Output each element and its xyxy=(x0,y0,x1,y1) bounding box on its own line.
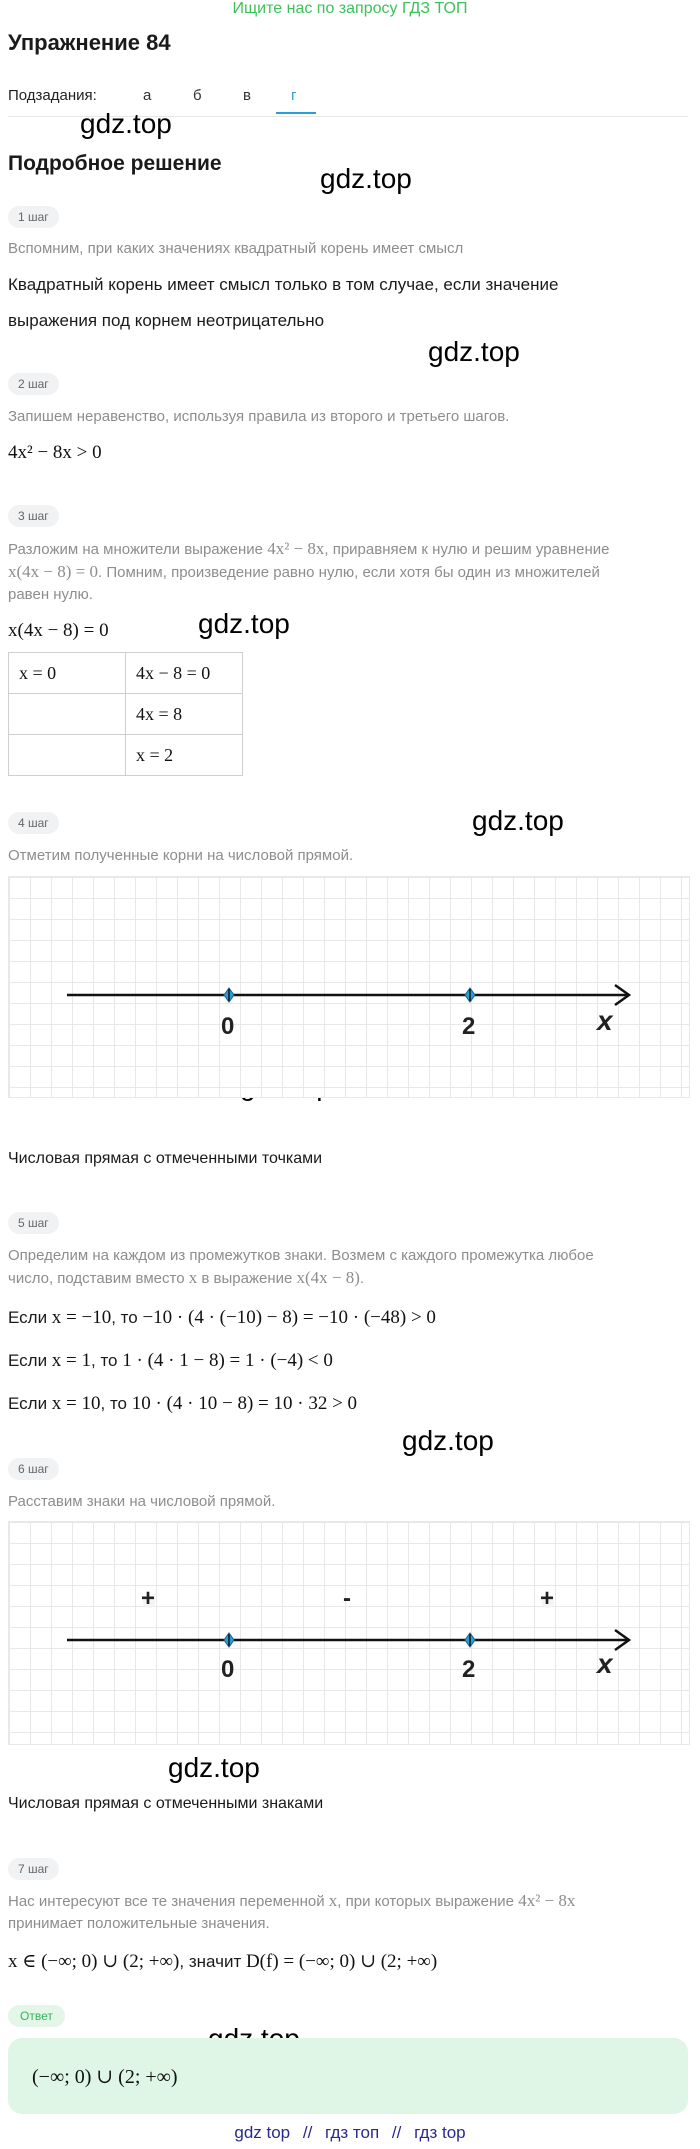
watermark: gdz.top xyxy=(80,108,172,139)
substitution-line: Если x = −10, то −10 · (4 · (−10) − 8) = −10 · (−48) > 0 xyxy=(8,1307,436,1328)
step-hint: Запишем неравенство, используя правила из второго и третьего шагов. xyxy=(8,408,510,425)
subtask-tab-v[interactable]: в xyxy=(243,87,251,104)
watermark: gdz.top xyxy=(168,1752,260,1783)
page-title: Упражнение 84 xyxy=(8,30,171,55)
point-two-marker xyxy=(465,1633,475,1647)
axis-label-x: x xyxy=(597,1005,613,1036)
axis-label-x: x xyxy=(597,1648,613,1679)
point-label-0: 0 xyxy=(221,1656,235,1683)
step-badge: 6 шаг xyxy=(8,1458,59,1480)
point-two-marker xyxy=(465,988,475,1002)
watermark: gdz.top xyxy=(320,163,412,194)
table-row xyxy=(9,694,243,735)
step-badge: 5 шаг xyxy=(8,1212,59,1234)
sign-minus-middle: - xyxy=(343,1585,351,1612)
subtasks-label: Подзадания: xyxy=(8,87,97,104)
figure-caption: Числовая прямая с отмеченными знаками xyxy=(8,1795,324,1812)
footer-separator: // xyxy=(302,2123,313,2142)
step-badge: 7 шаг xyxy=(8,1858,59,1880)
substitution-line: Если x = 1, то 1 · (4 · 1 − 8) = 1 · (−4) < 0 xyxy=(8,1350,333,1371)
table-cell xyxy=(9,694,126,735)
step-hint: Разложим на множители выражение 4x² − 8x, приравняем к нулю и решим уравнение x(4x − 8) = 0. Помним, произведение равно нулю, если хотя бы один из множителей равен нулю. xyxy=(8,539,610,603)
step-badge: 1 шаг xyxy=(8,206,59,228)
domain-result: x ∈ (−∞; 0) ∪ (2; +∞), значит D(f) = (−∞; 0) ∪ (2; +∞) xyxy=(8,1951,438,1972)
footer-separator: // xyxy=(391,2123,402,2142)
table-cell xyxy=(9,735,126,776)
solution-heading: Подробное решение xyxy=(8,152,222,175)
step-hint: Расставим знаки на числовой прямой. xyxy=(8,1493,276,1510)
signs-number-line-svg xyxy=(9,1522,689,1744)
step-badge: 2 шаг xyxy=(8,373,59,395)
footer-link[interactable]: гдз top xyxy=(414,2123,466,2142)
table-row xyxy=(9,653,243,694)
figure-caption: Числовая прямая с отмеченными точками xyxy=(8,1150,323,1167)
step-text: Квадратный корень имеет смысл только в том случае, если значение xyxy=(8,275,559,294)
answer-badge: Ответ xyxy=(8,2005,65,2027)
sign-plus-right: + xyxy=(540,1585,555,1612)
table-cell: 4x − 8 = 0 xyxy=(126,653,243,694)
active-tab-indicator xyxy=(276,112,316,114)
signs-number-line-figure xyxy=(8,1521,690,1745)
step-text: выражения под корнем неотрицательно xyxy=(8,311,325,330)
answer-value: (−∞; 0) ∪ (2; +∞) xyxy=(32,2066,178,2088)
solution-table xyxy=(8,652,243,776)
subtask-tab-a[interactable]: а xyxy=(143,87,152,104)
footer-links xyxy=(0,2123,700,2143)
table-cell: x = 0 xyxy=(9,653,126,694)
subtask-tab-g[interactable]: г xyxy=(291,87,297,104)
point-label-2: 2 xyxy=(462,1013,476,1040)
footer-link[interactable]: gdz top xyxy=(234,2123,291,2142)
table-cell: 4x = 8 xyxy=(126,694,243,735)
step-badge: 3 шаг xyxy=(8,505,59,527)
watermark: gdz.top xyxy=(198,608,290,639)
footer-link[interactable]: гдз топ xyxy=(325,2123,380,2142)
number-line-svg xyxy=(9,877,689,1097)
subtask-tab-b[interactable]: б xyxy=(193,87,202,104)
watermark: gdz.top xyxy=(472,805,564,836)
number-line-figure xyxy=(8,876,690,1098)
point-label-0: 0 xyxy=(221,1013,235,1040)
answer-box xyxy=(8,2038,688,2114)
table-row xyxy=(9,735,243,776)
step-hint: Вспомним, при каких значениях квадратный корень имеет смысл xyxy=(8,240,464,257)
step-badge: 4 шаг xyxy=(8,812,59,834)
watermark: gdz.top xyxy=(402,1425,494,1456)
step-hint: Нас интересуют все те значения переменной x, при которых выражение 4x² − 8x принимает положительные значения. xyxy=(8,1891,576,1932)
watermark: gdz.top xyxy=(428,336,520,367)
inequality: 4x² − 8x > 0 xyxy=(8,442,102,463)
point-label-2: 2 xyxy=(462,1656,476,1683)
step-hint: Отметим полученные корни на числовой прямой. xyxy=(8,847,354,864)
equation: x(4x − 8) = 0 xyxy=(8,620,109,641)
point-zero-marker xyxy=(224,1633,234,1647)
table-cell: x = 2 xyxy=(126,735,243,776)
sign-plus-left: + xyxy=(141,1585,156,1612)
point-zero-marker xyxy=(224,988,234,1002)
step-hint: Определим на каждом из промежутков знаки. Возмем с каждого промежутка любое число, подставим вместо x в выражение x(4x − 8). xyxy=(8,1247,594,1287)
substitution-line: Если x = 10, то 10 · (4 · 10 − 8) = 10 · 32 > 0 xyxy=(8,1393,358,1414)
promo-link[interactable]: Ищите нас по запросу ГДЗ ТОП xyxy=(232,0,468,17)
